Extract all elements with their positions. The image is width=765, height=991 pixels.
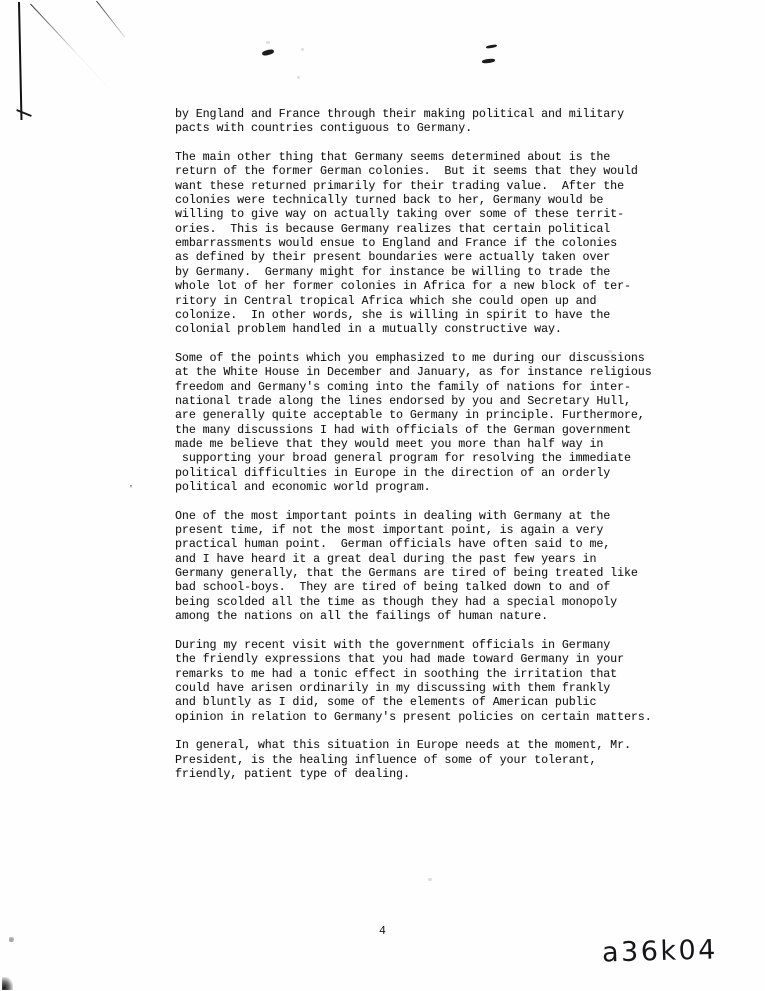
scan-edge-line (18, 2, 22, 120)
paragraph-recent-visit (175, 639, 715, 725)
text-line: the many discussions I had with officials of the German government (175, 423, 631, 437)
ink-speck-f (428, 878, 432, 881)
text-line: ritory in Central tropical Africa which she could open up and (175, 294, 597, 308)
text-line: President, is the healing influence of some of your tolerant, (175, 753, 597, 767)
text-line: colonize. In other words, she is willing in spirit to have the (175, 308, 611, 322)
text-line: The main other thing that Germany seems determined about is the (175, 151, 611, 165)
scan-diagonal-streak (30, 4, 116, 96)
ink-smudge-top-right-upper (486, 44, 497, 49)
text-line: present time, if not the most important point, is again a very (175, 524, 604, 538)
text-line: ories. This is because Germany realizes that certain political (175, 222, 611, 236)
scan-corner-blot (2, 977, 13, 990)
text-line: Some of the points which you emphasized to me during our discussions (175, 351, 645, 365)
ink-speck-a (266, 41, 270, 44)
text-line: whole lot of her former colonies in Africa for a new block of ter- (175, 280, 631, 294)
ink-smudge-top-right-lower (482, 58, 495, 64)
paragraph-white-house-points (175, 352, 715, 495)
text-line: Germany generally, that the Germans are tired of being treated like (175, 567, 638, 581)
letter-body (175, 108, 715, 782)
text-line: could have arisen ordinarily in my discussing with them frankly (175, 681, 611, 695)
paragraph-in-general (175, 739, 715, 782)
text-line: national trade along the lines endorsed by you and Secretary Hull, (175, 394, 631, 408)
text-line: willing to give way on actually taking over some of these territ- (175, 208, 624, 222)
text-line: and bluntly as I did, some of the elements of American public (175, 696, 597, 710)
text-line: freedom and Germany's coming into the family of nations for inter- (175, 380, 631, 394)
text-line: embarrassments would ensue to England and France if the colonies (175, 237, 618, 251)
text-line: as defined by their present boundaries were actually taken over (175, 251, 611, 265)
margin-tick-mark: ' (130, 483, 132, 495)
text-line: are generally quite acceptable to Germany in principle. Furthermore, (175, 409, 645, 423)
text-line: opinion in relation to Germany's present policies on certain matters. (175, 710, 652, 724)
scan-diagonal-streak-secondary (96, 1, 125, 38)
text-line: at the White House in December and January, as for instance religious (175, 366, 652, 380)
ink-smudge-top-left (262, 49, 275, 57)
text-line: made me believe that they would meet you more than half way in (175, 438, 604, 451)
text-line: among the nations on all the failings of human nature. (175, 610, 548, 624)
scan-edge-foot (16, 109, 32, 117)
page-number: 4 (379, 925, 386, 938)
text-line: political difficulties in Europe in the direction of an orderly (175, 466, 611, 480)
text-line: political and economic world program. (175, 481, 431, 495)
paragraph-colonies (175, 151, 715, 337)
text-line: by Germany. Germany might for instance be willing to trade the (175, 265, 611, 279)
paragraph-human-point (175, 510, 715, 625)
text-line: the friendly expressions that you had made toward Germany in your (175, 653, 624, 667)
text-line: being scolded all the time as though they had a special monopoly (175, 595, 618, 609)
text-line: remarks to me had a tonic effect in soothing the irritation that (175, 667, 618, 681)
text-line: friendly, patient type of dealing. (175, 768, 410, 782)
text-line: In general, what this situation in Europe needs at the moment, Mr. (175, 739, 631, 753)
text-line: want these returned primarily for their trading value. After the (175, 179, 624, 193)
text-line: return of the former German colonies. But it seems that they would (175, 165, 638, 179)
text-line: colonial problem handled in a mutually constructive way. (175, 323, 562, 337)
ink-speck-c (297, 76, 300, 79)
text-line: pacts with countries contiguous to Germany. (175, 122, 473, 136)
text-line: colonies were technically turned back to her, Germany would be (175, 194, 604, 208)
text-line: practical human point. German officials have often said to me, (175, 538, 611, 552)
text-line: supporting your broad general program for resolving the immediate (175, 452, 631, 466)
paragraph-continuation (175, 108, 715, 137)
text-line: bad school-boys. They are tired of being talked down to and of (175, 581, 611, 595)
text-line: One of the most important points in dealing with Germany at the (175, 509, 611, 523)
handwritten-annotation: a36k04 (601, 934, 719, 969)
text-line: by England and France through their making political and military (175, 108, 624, 121)
text-line: and I have heard it a great deal during the past few years in (175, 552, 597, 566)
text-line: During my recent visit with the government officials in Germany (175, 638, 611, 652)
ink-speck-b (301, 48, 304, 51)
